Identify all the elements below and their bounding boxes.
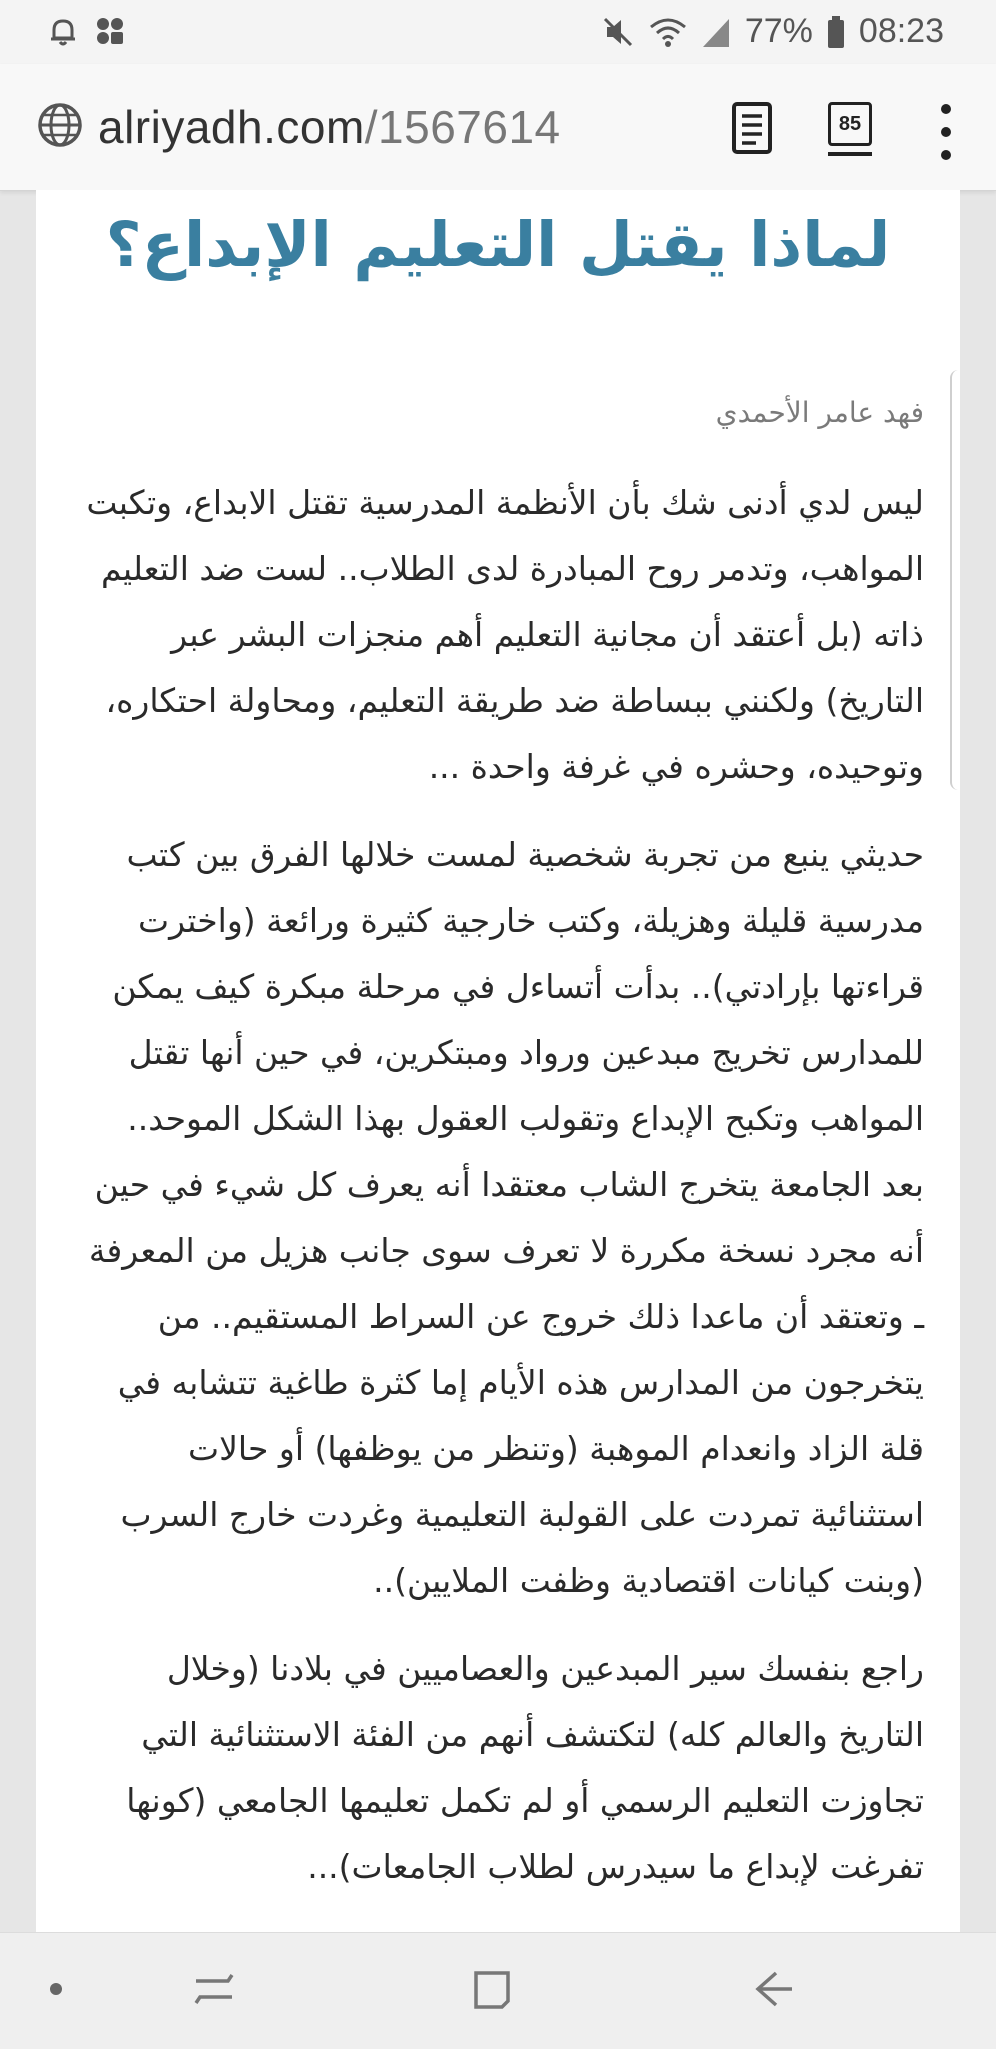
navigation-bar — [0, 1932, 996, 2049]
signal-icon — [701, 15, 731, 49]
home-button[interactable] — [460, 1959, 524, 2023]
reader-mode-icon — [726, 141, 778, 160]
reader-mode-button[interactable] — [726, 100, 778, 156]
battery-percent: 77% — [744, 12, 813, 50]
dot-icon — [48, 1981, 64, 2001]
article-body — [84, 470, 924, 1922]
tabs-button[interactable] — [824, 98, 878, 158]
status-right — [601, 12, 944, 51]
paragraph-1: ليس لدي أدنى شك بأن الأنظمة المدرسية تقتل الابداع، وتكبت المواهب، وتدمر روح المبادرة لدى الطلاب.. لست ضد التعليم ذاته (بل أعتقد أن مجانية التعليم أهم منجزات البشر عبر التاريخ) ولكنني ببساطة ضد طريقة التعليم، ومحاولة احتكاره، وتوحيده، وحشره في غرفة واحدة ... — [86, 483, 924, 786]
home-icon — [468, 1965, 516, 2017]
url-bar[interactable] — [36, 100, 561, 154]
status-left — [46, 14, 126, 53]
back-button[interactable] — [742, 1959, 806, 2023]
back-icon — [750, 1965, 798, 2017]
tabs-icon — [828, 152, 872, 156]
tabs-count: 85 — [828, 102, 872, 146]
paragraph-3: راجع بنفسك سير المبدعين والعصاميين في بلادنا (وخلال التاريخ والعالم كله) لتكتشف أنهم من الفئة الاستثنائية التي تجاوزت التعليم الرسمي أو لم تكمل تعليمها الجامعي (كونها تفرغت لإبداع ما سيدرس لطلاب الجامعات)... — [126, 1649, 924, 1886]
wifi-icon — [649, 15, 687, 49]
overflow-menu-icon — [941, 104, 951, 114]
article-author[interactable]: فهد عامر الأحمدي — [715, 396, 924, 429]
recents-icon — [190, 1965, 238, 2017]
edge-panel-handle[interactable] — [950, 370, 960, 790]
clock: 08:23 — [858, 12, 944, 50]
globe-icon — [36, 101, 84, 153]
article — [36, 190, 960, 1932]
url-text[interactable] — [98, 100, 561, 154]
article-title: لماذا يقتل التعليم الإبداع؟ — [105, 208, 891, 281]
recents-button[interactable] — [182, 1959, 246, 2023]
url-path: /1567614 — [364, 101, 561, 153]
battery-icon — [827, 15, 845, 49]
apps-icon — [94, 15, 126, 52]
status-bar — [0, 0, 996, 64]
overflow-menu-dot — [941, 127, 951, 137]
overflow-menu-dot — [941, 150, 951, 160]
browser-toolbar — [0, 64, 996, 191]
paragraph-2: حديثي ينبع من تجربة شخصية لمست خلالها الفرق بين كتب مدرسية قليلة وهزيلة، وكتب خارجية كثيرة ورائعة (واخترت قراءتها بإرادتي).. بدأت أتساءل في مرحلة مبكرة كيف يمكن للمدارس تخريج مبدعين ورواد ومبتكرين، في حين أنها تقتل المواهب وتكبح الإبداع وتقولب العقول بهذا الشكل الموحد.. بعد الجامعة يتخرج الشاب معتقدا أنه يعرف كل شيء في حين أنه مجرد نسخة مكررة لا تعرف سوى جانب هزيل من المعرفة ـ وتعتقد أن ماعدا ذلك خروج عن السراط المستقيم.. من يتخرجون من المدارس هذه الأيام إما كثرة طاغية تتشابه في قلة الزاد وانعدام الموهبة (وتنظر من يوظفها) أو حالات استثنائية تمردت على القولبة التعليمية وغردت خارج السرب (وبنت كيانات اقتصادية وظفت الملايين).. — [88, 835, 924, 1600]
url-domain: alriyadh.com — [98, 101, 365, 153]
overflow-menu-button[interactable] — [928, 104, 964, 160]
alarm-icon — [46, 14, 80, 53]
mute-icon — [601, 15, 635, 49]
dot-button[interactable] — [24, 1959, 88, 2023]
